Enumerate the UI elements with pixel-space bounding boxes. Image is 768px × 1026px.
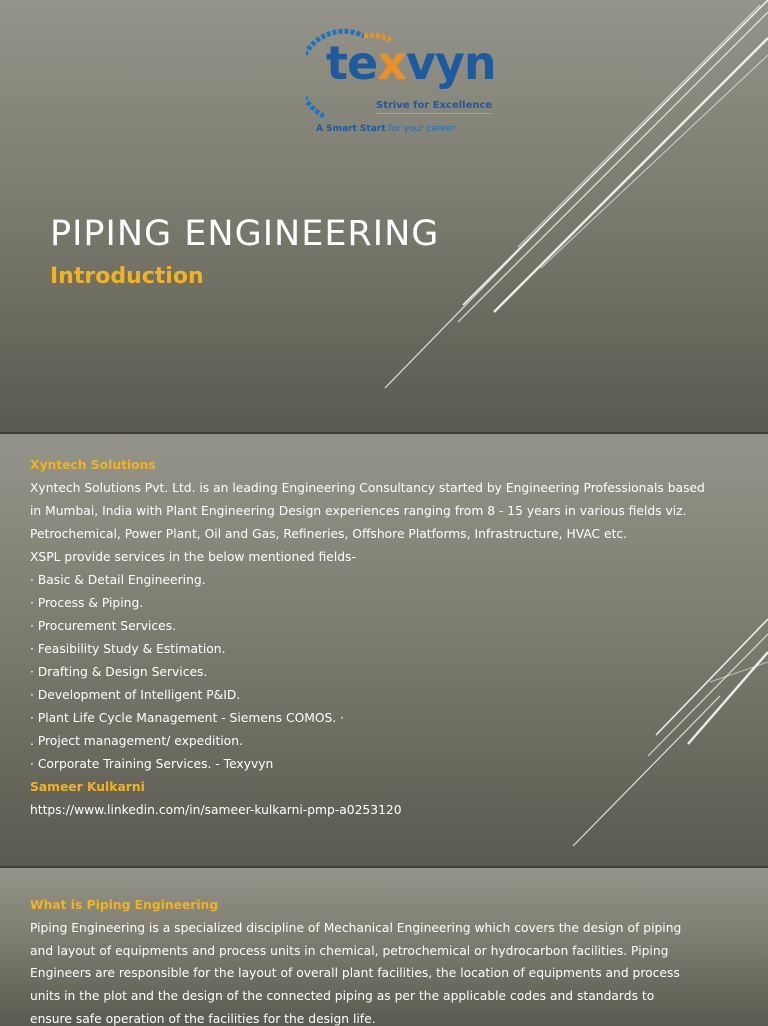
body-line: Petrochemical, Power Plant, Oil and Gas, Refineries, Offshore Platforms, Infrastructure, HVAC etc. <box>30 527 628 541</box>
logo-subtag-bold: A Smart Start <box>316 124 386 134</box>
body-line: units in the plot and the design of the connected piping as per the applicable codes and standards to <box>30 989 655 1004</box>
body-line: ensure safe operation of the facilities for the design life. <box>30 1011 376 1026</box>
body-line: Xyntech Solutions Pvt. Ltd. is an leading Engineering Consultancy started by Engineering Professionals based <box>30 481 705 495</box>
logo-wordmark-part: vyn <box>405 36 496 90</box>
service-item: · Process & Piping. <box>30 596 144 610</box>
logo-wordmark <box>326 36 496 90</box>
section-heading: Xyntech Solutions <box>30 458 156 472</box>
service-item: · Procurement Services. <box>30 619 177 633</box>
service-item: · Corporate Training Services. - Texyvyn <box>30 757 274 771</box>
author-link[interactable]: https://www.linkedin.com/in/sameer-kulkarni-pmp-a0253120 <box>30 803 402 817</box>
service-item: · Feasibility Study & Estimation. <box>30 642 226 656</box>
slide-subtitle-text: Introduction <box>50 264 204 289</box>
body-line: in Mumbai, India with Plant Engineering Design experiences ranging from 8 - 15 years in various fields viz. <box>30 504 687 518</box>
service-item: . Project management/ expedition. <box>30 734 243 748</box>
slide-piping-definition <box>0 868 768 1026</box>
service-item: · Plant Life Cycle Management - Siemens COMOS. · <box>30 711 345 725</box>
body-line: Piping Engineering is a specialized discipline of Mechanical Engineering which covers the design of piping <box>30 920 682 935</box>
logo-subtagline <box>316 124 455 134</box>
slide-title-text: PIPING ENGINEERING <box>50 214 440 254</box>
slide-company-info <box>0 434 768 866</box>
logo-tagline: Strive for Excellence <box>376 100 492 114</box>
logo-subtag-rest: for your career <box>385 124 456 134</box>
definition-content <box>30 894 730 1026</box>
author-name: Sameer Kulkarni <box>30 780 145 794</box>
section-heading: What is Piping Engineering <box>30 898 219 912</box>
body-line: and layout of equipments and process units in chemical, petrochemical or hydrocarbon facilities. Piping <box>30 943 669 958</box>
service-item: · Basic & Detail Engineering. <box>30 573 206 587</box>
service-item: · Development of Intelligent P&ID. <box>30 688 241 702</box>
company-info-content <box>30 454 730 822</box>
body-line: Engineers are responsible for the layout of overall plant facilities, the location of equipments and process <box>30 966 680 981</box>
service-item: · Drafting & Design Services. <box>30 665 208 679</box>
company-logo <box>306 28 496 140</box>
body-line: XSPL provide services in the below mentioned fields- <box>30 550 356 564</box>
slide-title <box>0 0 768 432</box>
logo-wordmark-part: te <box>326 36 378 90</box>
logo-wordmark-part: x <box>377 36 406 90</box>
